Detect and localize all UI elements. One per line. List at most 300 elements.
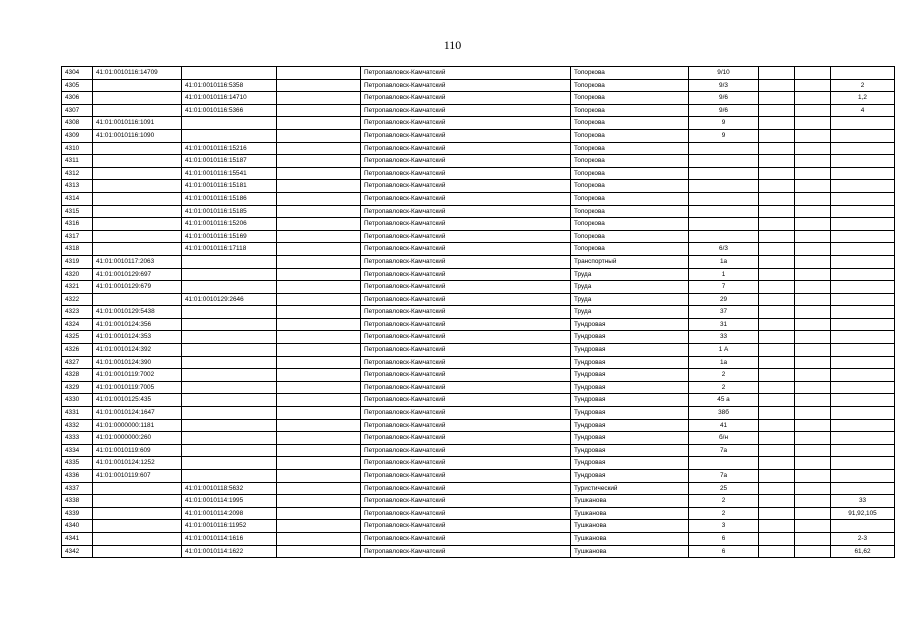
row-number: 4305 <box>62 79 93 92</box>
row-number: 4325 <box>62 331 93 344</box>
cadastral-number-building: 41:01:0010119:607 <box>93 470 182 483</box>
street-name: Тундровая <box>571 331 689 344</box>
apartment-number <box>831 369 895 382</box>
empty-cell <box>759 470 795 483</box>
city-name: Петропавловск-Камчатский <box>361 394 571 407</box>
apartment-number <box>831 419 895 432</box>
street-name: Топоркова <box>571 205 689 218</box>
house-number: 29 <box>689 293 759 306</box>
house-number <box>689 142 759 155</box>
row-number: 4314 <box>62 192 93 205</box>
city-name: Петропавловск-Камчатский <box>361 155 571 168</box>
cadastral-number-building <box>93 482 182 495</box>
empty-cell <box>277 230 361 243</box>
city-name: Петропавловск-Камчатский <box>361 507 571 520</box>
row-number: 4311 <box>62 155 93 168</box>
cadastral-number-building: 41:01:0010129:5438 <box>93 306 182 319</box>
row-number: 4321 <box>62 281 93 294</box>
table-row <box>62 331 895 344</box>
row-number: 4319 <box>62 255 93 268</box>
empty-cell <box>795 356 831 369</box>
empty-cell <box>759 381 795 394</box>
empty-cell <box>759 331 795 344</box>
city-name: Петропавловск-Камчатский <box>361 142 571 155</box>
empty-cell <box>759 92 795 105</box>
empty-cell <box>277 268 361 281</box>
empty-cell <box>795 381 831 394</box>
house-number <box>689 180 759 193</box>
row-number: 4328 <box>62 369 93 382</box>
empty-cell <box>277 444 361 457</box>
row-number: 4326 <box>62 344 93 357</box>
empty-cell <box>277 545 361 558</box>
house-number: 7 <box>689 281 759 294</box>
street-name: Тундровая <box>571 470 689 483</box>
street-name: Топоркова <box>571 104 689 117</box>
cadastral-number-premises <box>182 255 277 268</box>
street-name: Тушканова <box>571 520 689 533</box>
apartment-number <box>831 356 895 369</box>
empty-cell <box>759 218 795 231</box>
table-row <box>62 432 895 445</box>
house-number: 7а <box>689 444 759 457</box>
apartment-number <box>831 381 895 394</box>
house-number <box>689 155 759 168</box>
apartment-number: 91,92,105 <box>831 507 895 520</box>
house-number: 1а <box>689 356 759 369</box>
empty-cell <box>759 167 795 180</box>
street-name: Тушканова <box>571 495 689 508</box>
house-number: 9/10 <box>689 67 759 80</box>
apartment-number <box>831 470 895 483</box>
street-name: Тундровая <box>571 369 689 382</box>
cadastral-number-building <box>93 142 182 155</box>
cadastral-number-premises <box>182 444 277 457</box>
street-name: Топоркова <box>571 180 689 193</box>
empty-cell <box>795 520 831 533</box>
empty-cell <box>759 79 795 92</box>
apartment-number <box>831 192 895 205</box>
row-number: 4323 <box>62 306 93 319</box>
empty-cell <box>759 394 795 407</box>
house-number <box>689 457 759 470</box>
cadastral-number-premises <box>182 432 277 445</box>
row-number: 4318 <box>62 243 93 256</box>
city-name: Петропавловск-Камчатский <box>361 255 571 268</box>
cadastral-number-building: 41:01:0010119:609 <box>93 444 182 457</box>
table-row <box>62 444 895 457</box>
cadastral-number-building <box>93 180 182 193</box>
table-row <box>62 495 895 508</box>
row-number: 4338 <box>62 495 93 508</box>
cadastral-number-building: 41:01:0010129:679 <box>93 281 182 294</box>
street-name: Туристический <box>571 482 689 495</box>
empty-cell <box>277 79 361 92</box>
empty-cell <box>277 281 361 294</box>
city-name: Петропавловск-Камчатский <box>361 356 571 369</box>
row-number: 4309 <box>62 129 93 142</box>
city-name: Петропавловск-Камчатский <box>361 230 571 243</box>
cadastral-number-building: 41:01:0000000:1181 <box>93 419 182 432</box>
empty-cell <box>795 117 831 130</box>
city-name: Петропавловск-Камчатский <box>361 495 571 508</box>
city-name: Петропавловск-Камчатский <box>361 281 571 294</box>
apartment-number <box>831 180 895 193</box>
empty-cell <box>795 205 831 218</box>
house-number <box>689 230 759 243</box>
cadastral-number-premises <box>182 117 277 130</box>
house-number: б/н <box>689 432 759 445</box>
empty-cell <box>759 432 795 445</box>
city-name: Петропавловск-Камчатский <box>361 318 571 331</box>
city-name: Петропавловск-Камчатский <box>361 306 571 319</box>
row-number: 4340 <box>62 520 93 533</box>
row-number: 4306 <box>62 92 93 105</box>
cadastral-number-building: 41:01:0010116:1090 <box>93 129 182 142</box>
house-number: 7а <box>689 470 759 483</box>
empty-cell <box>795 482 831 495</box>
empty-cell <box>759 155 795 168</box>
cadastral-number-building <box>93 230 182 243</box>
row-number: 4304 <box>62 67 93 80</box>
street-name: Топоркова <box>571 129 689 142</box>
row-number: 4322 <box>62 293 93 306</box>
empty-cell <box>277 407 361 420</box>
row-number: 4333 <box>62 432 93 445</box>
empty-cell <box>795 167 831 180</box>
table-row <box>62 419 895 432</box>
empty-cell <box>795 331 831 344</box>
cadastral-number-building: 41:01:0000000:260 <box>93 432 182 445</box>
street-name: Тундровая <box>571 444 689 457</box>
table-row <box>62 67 895 80</box>
empty-cell <box>759 520 795 533</box>
table-row <box>62 129 895 142</box>
house-number <box>689 192 759 205</box>
empty-cell <box>759 192 795 205</box>
empty-cell <box>759 482 795 495</box>
table-row <box>62 167 895 180</box>
street-name: Тундровая <box>571 356 689 369</box>
empty-cell <box>759 67 795 80</box>
empty-cell <box>759 142 795 155</box>
city-name: Петропавловск-Камчатский <box>361 180 571 193</box>
city-name: Петропавловск-Камчатский <box>361 268 571 281</box>
row-number: 4339 <box>62 507 93 520</box>
table-row <box>62 205 895 218</box>
empty-cell <box>277 104 361 117</box>
apartment-number <box>831 67 895 80</box>
city-name: Петропавловск-Камчатский <box>361 293 571 306</box>
registry-table <box>61 66 895 558</box>
row-number: 4334 <box>62 444 93 457</box>
empty-cell <box>795 230 831 243</box>
apartment-number: 1,2 <box>831 92 895 105</box>
cadastral-number-premises: 41:01:0010114:1995 <box>182 495 277 508</box>
street-name: Тундровая <box>571 457 689 470</box>
empty-cell <box>277 155 361 168</box>
cadastral-number-premises: 41:01:0010114:1616 <box>182 532 277 545</box>
cadastral-number-building <box>93 155 182 168</box>
empty-cell <box>277 432 361 445</box>
table-row <box>62 255 895 268</box>
house-number: 1 <box>689 268 759 281</box>
empty-cell <box>795 344 831 357</box>
cadastral-number-premises: 41:01:0010116:15206 <box>182 218 277 231</box>
empty-cell <box>795 92 831 105</box>
empty-cell <box>759 205 795 218</box>
empty-cell <box>759 281 795 294</box>
row-number: 4312 <box>62 167 93 180</box>
table-row <box>62 230 895 243</box>
house-number: 2 <box>689 495 759 508</box>
cadastral-number-building <box>93 167 182 180</box>
cadastral-number-premises: 41:01:0010116:5366 <box>182 104 277 117</box>
street-name: Топоркова <box>571 79 689 92</box>
apartment-number <box>831 255 895 268</box>
empty-cell <box>759 306 795 319</box>
house-number: 1 А <box>689 344 759 357</box>
street-name: Топоркова <box>571 230 689 243</box>
table-row <box>62 394 895 407</box>
cadastral-number-premises: 41:01:0010116:14710 <box>182 92 277 105</box>
empty-cell <box>795 129 831 142</box>
cadastral-number-building <box>93 243 182 256</box>
cadastral-number-building: 41:01:0010117:2063 <box>93 255 182 268</box>
apartment-number <box>831 444 895 457</box>
empty-cell <box>277 457 361 470</box>
house-number: 2 <box>689 507 759 520</box>
cadastral-number-premises: 41:01:0010114:2098 <box>182 507 277 520</box>
empty-cell <box>759 507 795 520</box>
empty-cell <box>277 293 361 306</box>
table-row <box>62 344 895 357</box>
empty-cell <box>277 205 361 218</box>
house-number: 37 <box>689 306 759 319</box>
cadastral-number-premises <box>182 268 277 281</box>
empty-cell <box>795 142 831 155</box>
table-row <box>62 293 895 306</box>
row-number: 4317 <box>62 230 93 243</box>
apartment-number <box>831 218 895 231</box>
street-name: Тушканова <box>571 532 689 545</box>
empty-cell <box>277 218 361 231</box>
empty-cell <box>277 381 361 394</box>
cadastral-number-premises <box>182 394 277 407</box>
empty-cell <box>277 369 361 382</box>
empty-cell <box>277 507 361 520</box>
row-number: 4332 <box>62 419 93 432</box>
empty-cell <box>795 495 831 508</box>
empty-cell <box>795 444 831 457</box>
table-row <box>62 243 895 256</box>
cadastral-number-premises <box>182 419 277 432</box>
cadastral-number-premises <box>182 318 277 331</box>
empty-cell <box>795 180 831 193</box>
cadastral-number-building: 41:01:0010116:14709 <box>93 67 182 80</box>
apartment-number: 2-3 <box>831 532 895 545</box>
house-number: 31 <box>689 318 759 331</box>
empty-cell <box>759 230 795 243</box>
apartment-number <box>831 318 895 331</box>
empty-cell <box>759 407 795 420</box>
empty-cell <box>277 255 361 268</box>
city-name: Петропавловск-Камчатский <box>361 104 571 117</box>
table-row <box>62 192 895 205</box>
row-number: 4310 <box>62 142 93 155</box>
apartment-number <box>831 293 895 306</box>
house-number: 33 <box>689 331 759 344</box>
empty-cell <box>759 117 795 130</box>
apartment-number <box>831 457 895 470</box>
empty-cell <box>277 470 361 483</box>
row-number: 4327 <box>62 356 93 369</box>
city-name: Петропавловск-Камчатский <box>361 205 571 218</box>
apartment-number <box>831 407 895 420</box>
apartment-number <box>831 344 895 357</box>
row-number: 4316 <box>62 218 93 231</box>
house-number: 9 <box>689 117 759 130</box>
city-name: Петропавловск-Камчатский <box>361 470 571 483</box>
house-number: 9/6 <box>689 92 759 105</box>
city-name: Петропавловск-Камчатский <box>361 545 571 558</box>
city-name: Петропавловск-Камчатский <box>361 457 571 470</box>
street-name: Тушканова <box>571 507 689 520</box>
apartment-number <box>831 394 895 407</box>
cadastral-number-premises <box>182 67 277 80</box>
table-row <box>62 79 895 92</box>
house-number: 1а <box>689 255 759 268</box>
table-row <box>62 532 895 545</box>
house-number: 38б <box>689 407 759 420</box>
cadastral-number-building: 41:01:0010119:7002 <box>93 369 182 382</box>
table-row <box>62 520 895 533</box>
street-name: Топоркова <box>571 218 689 231</box>
city-name: Петропавловск-Камчатский <box>361 444 571 457</box>
empty-cell <box>795 407 831 420</box>
apartment-number <box>831 230 895 243</box>
cadastral-number-premises <box>182 407 277 420</box>
table-row <box>62 142 895 155</box>
empty-cell <box>795 419 831 432</box>
table-row <box>62 457 895 470</box>
city-name: Петропавловск-Камчатский <box>361 243 571 256</box>
street-name: Труда <box>571 268 689 281</box>
table-row <box>62 482 895 495</box>
empty-cell <box>759 129 795 142</box>
city-name: Петропавловск-Камчатский <box>361 67 571 80</box>
house-number: 9/3 <box>689 79 759 92</box>
cadastral-number-building <box>93 104 182 117</box>
street-name: Тундровая <box>571 419 689 432</box>
house-number: 6 <box>689 532 759 545</box>
cadastral-number-building <box>93 520 182 533</box>
street-name: Тундровая <box>571 407 689 420</box>
cadastral-number-premises: 41:01:0010116:5358 <box>182 79 277 92</box>
table-row <box>62 117 895 130</box>
empty-cell <box>795 243 831 256</box>
empty-cell <box>759 104 795 117</box>
city-name: Петропавловск-Камчатский <box>361 129 571 142</box>
cadastral-number-building: 41:01:0010119:7005 <box>93 381 182 394</box>
street-name: Тундровая <box>571 432 689 445</box>
empty-cell <box>277 167 361 180</box>
house-number: 2 <box>689 381 759 394</box>
empty-cell <box>795 255 831 268</box>
empty-cell <box>277 356 361 369</box>
empty-cell <box>759 268 795 281</box>
row-number: 4308 <box>62 117 93 130</box>
empty-cell <box>759 318 795 331</box>
street-name: Тундровая <box>571 381 689 394</box>
cadastral-number-building: 41:01:0010124:356 <box>93 318 182 331</box>
apartment-number <box>831 306 895 319</box>
empty-cell <box>759 255 795 268</box>
empty-cell <box>277 520 361 533</box>
cadastral-number-building <box>93 532 182 545</box>
registry-table-body <box>62 67 895 558</box>
table-row <box>62 407 895 420</box>
cadastral-number-premises <box>182 381 277 394</box>
empty-cell <box>795 67 831 80</box>
city-name: Петропавловск-Камчатский <box>361 192 571 205</box>
row-number: 4336 <box>62 470 93 483</box>
table-row <box>62 104 895 117</box>
row-number: 4342 <box>62 545 93 558</box>
empty-cell <box>277 117 361 130</box>
street-name: Топоркова <box>571 167 689 180</box>
empty-cell <box>795 281 831 294</box>
cadastral-number-premises: 41:01:0010116:17118 <box>182 243 277 256</box>
apartment-number <box>831 331 895 344</box>
empty-cell <box>795 532 831 545</box>
empty-cell <box>277 344 361 357</box>
city-name: Петропавловск-Камчатский <box>361 117 571 130</box>
house-number <box>689 205 759 218</box>
house-number: 9/6 <box>689 104 759 117</box>
table-row <box>62 470 895 483</box>
empty-cell <box>759 369 795 382</box>
empty-cell <box>277 495 361 508</box>
apartment-number <box>831 243 895 256</box>
row-number: 4307 <box>62 104 93 117</box>
cadastral-number-building: 41:01:0010124:392 <box>93 344 182 357</box>
cadastral-number-premises <box>182 129 277 142</box>
street-name: Транспортный <box>571 255 689 268</box>
house-number: 6/3 <box>689 243 759 256</box>
cadastral-number-premises: 41:01:0010116:15181 <box>182 180 277 193</box>
row-number: 4315 <box>62 205 93 218</box>
row-number: 4320 <box>62 268 93 281</box>
empty-cell <box>277 180 361 193</box>
table-row <box>62 318 895 331</box>
cadastral-number-building <box>93 293 182 306</box>
cadastral-number-building: 41:01:0010125:435 <box>93 394 182 407</box>
empty-cell <box>795 318 831 331</box>
cadastral-number-premises <box>182 306 277 319</box>
empty-cell <box>795 192 831 205</box>
apartment-number <box>831 117 895 130</box>
table-row <box>62 545 895 558</box>
street-name: Тушканова <box>571 545 689 558</box>
empty-cell <box>277 331 361 344</box>
house-number: 9 <box>689 129 759 142</box>
row-number: 4329 <box>62 381 93 394</box>
empty-cell <box>795 507 831 520</box>
row-number: 4324 <box>62 318 93 331</box>
apartment-number: 4 <box>831 104 895 117</box>
empty-cell <box>277 192 361 205</box>
